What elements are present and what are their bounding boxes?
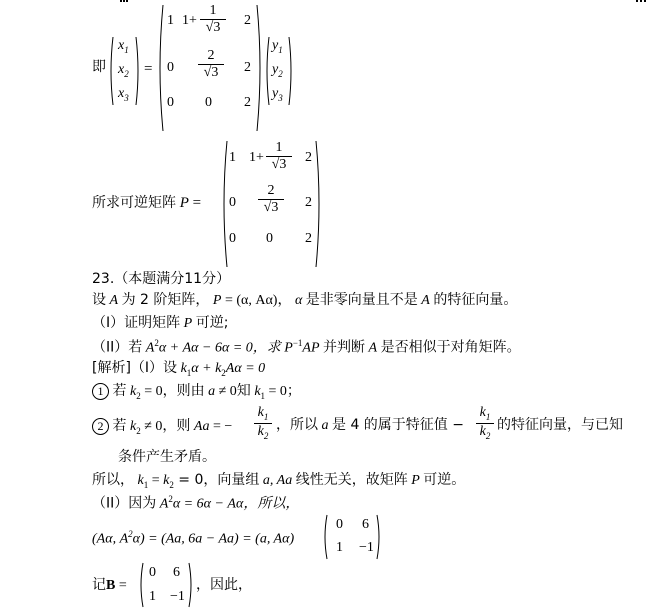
b-11: −1 <box>170 589 185 604</box>
p-r3c2: 0 <box>266 231 273 246</box>
frac-k1-k2-a: $k_1$ $k_2$ <box>254 406 272 441</box>
p-r1c2: 1+ <box>249 150 264 165</box>
right-paren-b <box>188 562 194 608</box>
q23-part2b: （II）因为 $A^2\alpha = 6\alpha - A\alpha$，所以， <box>92 494 300 512</box>
m2-10: 1 <box>336 540 343 555</box>
q23-case2-cont3: 条件产生矛盾。 <box>118 449 216 465</box>
m1-r3c2: 0 <box>205 95 212 110</box>
q23-record: 记B = <box>92 577 127 593</box>
b-00: 0 <box>149 565 156 580</box>
right-paren-m2 <box>376 514 382 560</box>
eq-intro: 即 <box>92 59 106 75</box>
sol-label: 所求可逆矩阵 P = <box>92 195 202 211</box>
m1-r2c3: 2 <box>244 60 251 75</box>
q23-conclude: 所以， $k_1 = k_2 = 0$，向量组 a, Aa 线性无关，故矩阵 P 可逆。 <box>92 472 466 490</box>
vec-x1: $x_1$ <box>118 38 129 55</box>
top-dotted-fragment <box>120 0 128 5</box>
p-r3c1: 0 <box>229 231 236 246</box>
q23-line1: 设 A 为 2 阶矩阵， P = (α, Aα)， α 是非零向量且不是 A 的特征向量。 <box>92 292 518 308</box>
q23-case2-cont2: 的特征向量，与已知 <box>497 417 623 433</box>
q23-part2: （II）若 $A^2\alpha + A\alpha - 6\alpha = 0$，求 $P^{-1}AP$ 并判断 A 是否相似于对角矩阵。 <box>92 338 521 356</box>
vec-y2: $y_2$ <box>272 62 283 79</box>
left-paren-x <box>108 36 114 106</box>
p-frac-2: 2 √3 <box>258 184 284 215</box>
p-r1c3: 2 <box>305 150 312 165</box>
equals-1: = <box>144 61 153 77</box>
q23-heading: 23.（本题满分11分） <box>92 271 231 287</box>
m1-r3c1: 0 <box>167 95 174 110</box>
q23-eqline: (Aα, $A^2\alpha) = (Aa$, 6a − Aa) = (a, Aα) <box>92 529 295 547</box>
p-r2c3: 2 <box>305 195 312 210</box>
m1-r1c1: 1 <box>167 13 174 28</box>
m2-11: −1 <box>359 540 374 555</box>
p-frac-1: 1 √3 <box>266 141 292 172</box>
right-paren-y <box>288 36 294 106</box>
vec-y3: $y_3$ <box>272 86 283 103</box>
q23-case2-cont: ，所以 a 是 4 的属于特征值 − <box>276 417 464 433</box>
b-01: 6 <box>173 565 180 580</box>
m1-frac-2: 2 √3 <box>198 49 224 80</box>
q23-record-tail: ，因此， <box>196 577 252 593</box>
right-paren-p <box>315 140 323 268</box>
p-r3c3: 2 <box>305 231 312 246</box>
q23-analysis: [解析]（I）设 $k_1\alpha + k_2A\alpha = 0$ <box>92 360 266 378</box>
circled-two: 2 <box>92 418 109 435</box>
p-r2c1: 0 <box>229 195 236 210</box>
circled-one: 1 <box>92 383 109 400</box>
right-paren-x <box>135 36 141 106</box>
m2-00: 0 <box>336 517 343 532</box>
b-10: 1 <box>149 589 156 604</box>
left-paren-y <box>264 36 270 106</box>
m1-r2c1: 0 <box>167 60 174 75</box>
vec-x2: $x_2$ <box>118 62 129 79</box>
frac-k1-k2-b: $k_1$ $k_2$ <box>476 406 494 441</box>
left-paren-m1 <box>156 4 164 132</box>
top-dotted-fragment-2 <box>636 0 646 5</box>
m2-01: 6 <box>362 517 369 532</box>
m1-frac-1: 1 √3 <box>200 4 226 35</box>
vec-x3: $x_3$ <box>118 86 129 103</box>
q23-case1: 1 若 $k_2 = 0$，则由 a ≠ 0知 $k_1 = 0$； <box>92 383 301 401</box>
m1-r1c3: 2 <box>244 13 251 28</box>
left-paren-b <box>138 562 144 608</box>
left-paren-m2 <box>322 514 328 560</box>
p-r1c1: 1 <box>229 150 236 165</box>
vec-y1: $y_1$ <box>272 38 283 55</box>
q23-case2: 2 若 $k_2 \ne 0$，则 Aa = − <box>92 418 232 436</box>
right-paren-m1 <box>256 4 264 132</box>
q23-part1: （I）证明矩阵 P 可逆; <box>92 315 229 331</box>
m1-r3c3: 2 <box>244 95 251 110</box>
m1-r1c2: 1+ <box>182 13 197 28</box>
left-paren-p <box>220 140 228 268</box>
